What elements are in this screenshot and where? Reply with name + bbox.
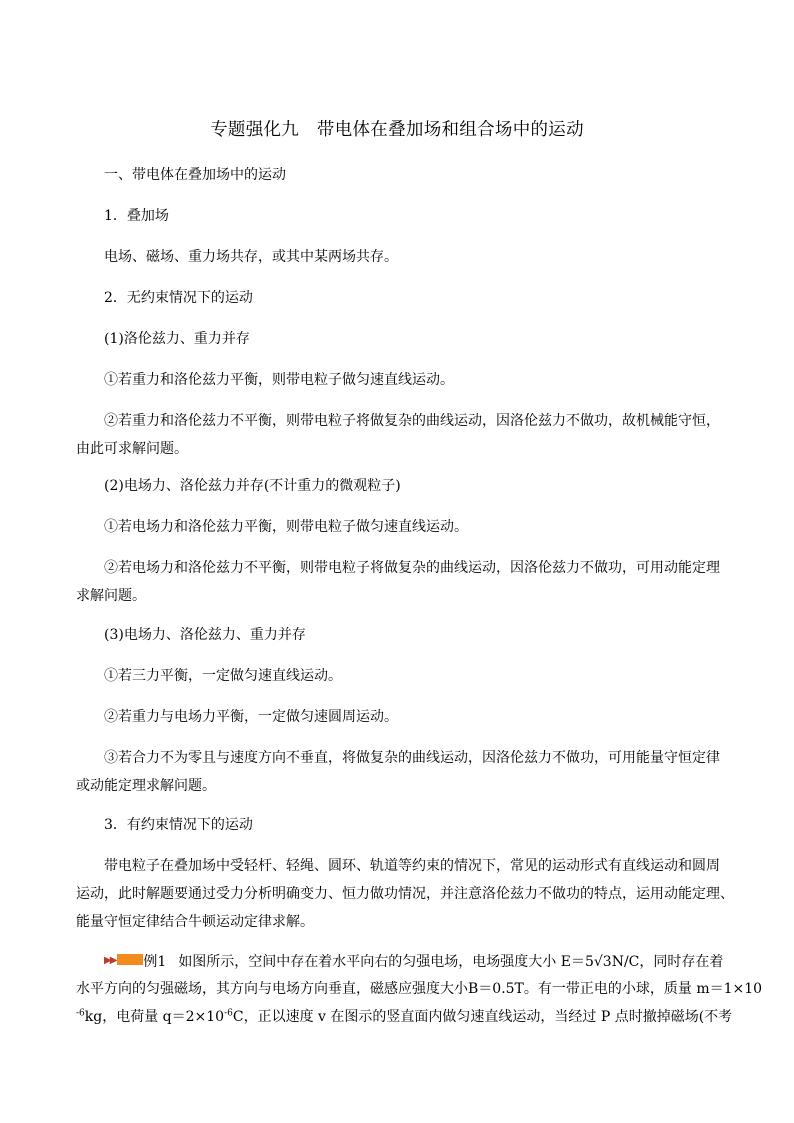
example-text: C，正以速度 v 在图示的竖直面内做匀速直线运动，当经过 P 点时撤掉磁场(不考 (232, 1009, 733, 1025)
paragraph (76, 852, 734, 936)
paragraph: 电场、磁场、重力场共存，或其中某两场共存。 (104, 249, 398, 265)
paragraph-line: 能量守恒定律结合牛顿运动定律求解。 (76, 914, 314, 930)
paragraph-line: 或动能定理求解问题。 (76, 778, 216, 794)
paragraph (76, 744, 720, 800)
paragraph: ①若重力和洛伦兹力平衡，则带电粒子做匀速直线运动。 (104, 372, 454, 388)
example-line: 水平方向的匀强磁场，其方向与电场方向垂直，磁感应强度大小B＝0.5T。有一带正电的小球，质量 m＝1×10 (76, 981, 763, 997)
paragraph (76, 407, 720, 463)
example-badge (104, 945, 143, 975)
paragraph-line: ③若合力不为零且与速度方向不垂直，将做复杂的曲线运动，因洛伦兹力不做功，可用能量守恒定律 (104, 750, 720, 766)
paragraph-line: 由此可求解问题。 (76, 441, 188, 457)
paragraph-line: ②若电场力和洛伦兹力不平衡，则带电粒子将做复杂的曲线运动，因洛伦兹力不做功，可用动能定理 (104, 560, 720, 576)
case-heading: (1)洛伦兹力、重力并存 (104, 331, 250, 347)
paragraph: ①若电场力和洛伦兹力平衡，则带电粒子做匀速直线运动。 (104, 519, 468, 535)
exponent: -6 (224, 1008, 233, 1019)
example-line (104, 947, 724, 975)
subsection-heading: 1．叠加场 (104, 208, 169, 224)
paragraph-line: 求解问题。 (76, 588, 146, 604)
paragraph-line: 带电粒子在叠加场中受轻杆、轻绳、圆环、轨道等约束的情况下，常见的运动形式有直线运动和圆周 (104, 858, 720, 874)
paragraph-line: ②若重力和洛伦兹力不平衡，则带电粒子将做复杂的曲线运动，因洛伦兹力不做功，故机械能守恒， (104, 413, 720, 429)
example-line (76, 1003, 733, 1031)
paragraph: ②若重力与电场力平衡，一定做匀速圆周运动。 (104, 709, 398, 725)
example-text: 如图所示，空间中存在着水平向右的匀强电场，电场强度大小 E＝5√3N/C，同时存在着 (178, 954, 724, 970)
badge-bar (117, 954, 143, 965)
case-heading: (3)电场力、洛伦兹力、重力并存 (104, 627, 306, 643)
subsection-heading: 2．无约束情况下的运动 (104, 290, 253, 306)
paragraph: ①若三力平衡，一定做匀速直线运动。 (104, 668, 342, 684)
case-heading: (2)电场力、洛伦兹力并存(不计重力的微观粒子) (104, 478, 401, 494)
section-heading: 一、带电体在叠加场中的运动 (104, 167, 286, 183)
example-label: 例1 (143, 954, 167, 970)
page-title: 专题强化九 带电体在叠加场和组合场中的运动 (210, 120, 584, 140)
double-arrow-icon: ▶▶ (104, 955, 116, 966)
example-block (76, 947, 763, 1031)
paragraph (76, 554, 720, 610)
paragraph-line: 运动，此时解题要通过受力分析明确变力、恒力做功情况，并注意洛伦兹力不做功的特点，运用动能定理、 (76, 886, 734, 902)
exponent: -6 (76, 1008, 85, 1019)
example-text: kg，电荷量 q＝2×10 (84, 1009, 225, 1025)
subsection-heading: 3．有约束情况下的运动 (104, 817, 253, 833)
